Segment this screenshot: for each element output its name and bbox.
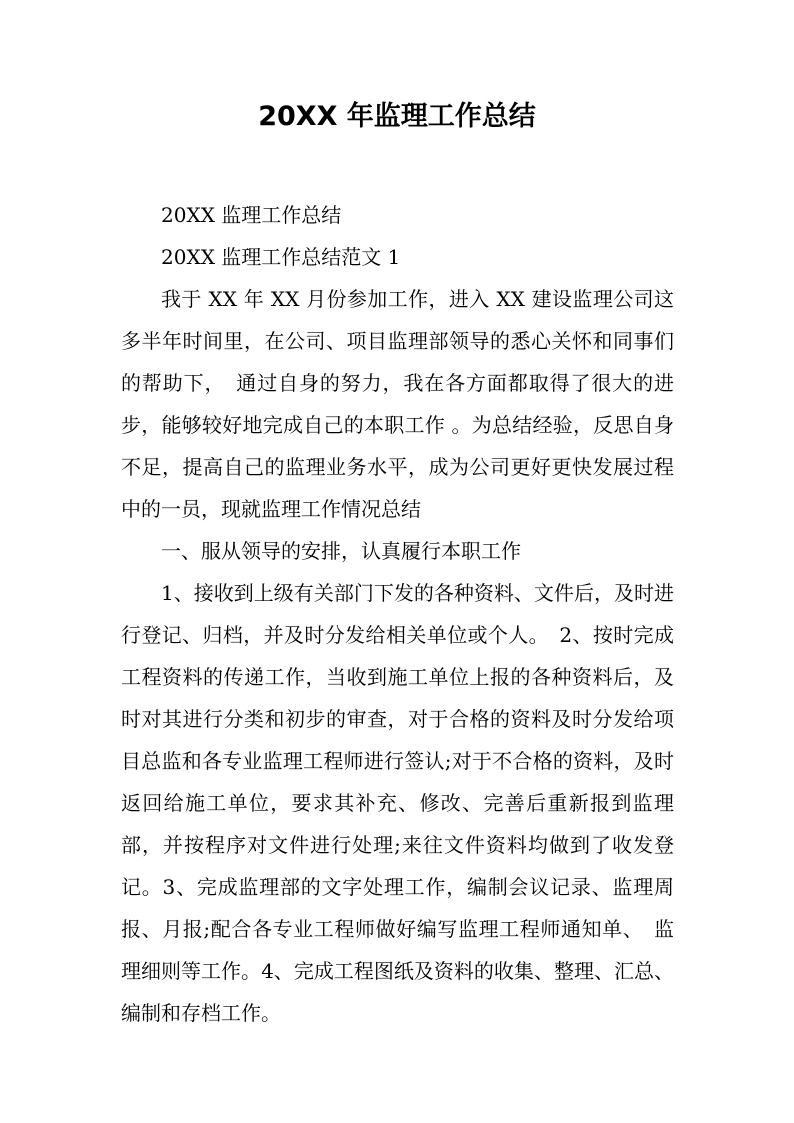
paragraph-duties: 1、接收到上级有关部门下发的各种资料、文件后，及时进行登记、归档，并及时分发给相关单位或个人。 2、按时完成工程资料的传递工作，当收到施工单位上报的各种资料后，及时对其进行分类和初步的审查，对于合格的资料及时分发给项目总监和各专业监理工程师进行签认;对于不合格的资料，及时返回给施工单位，要求其补充、修改、完善后重新报到监理部，并按程序对文件进行处理;来往文件资料均做到了收发登记。3、完成监理部的文字处理工作，编制会议记录、监理周报、月报;配合各专业工程师做好编写监理工程师通知单、 监理细则等工作。4、完成工程图纸及资料的收集、整理、汇总、编制和存档工作。 [121,581,674,1025]
section-heading: 一、服从领导的安排，认真履行本职工作 [161,539,521,563]
paragraph-intro: 我于 XX 年 XX 月份参加工作，进入 XX 建设监理公司这多半年时间里，在公司、项目监理部领导的悉心关怀和同事们的帮助下， 通过自身的努力，我在各方面都取得了很大的进步，能够较好地完成自己的本职工作 。为总结经验，反思自身不足，提高自己的监理业务水平，成为公司更好更快发展过程中的一员，现就监理工作情况总结 [121,287,674,521]
document-body [121,194,674,1034]
paragraph-heading: 20XX 监理工作总结 [161,203,342,227]
document-title: 20XX 年监理工作总结 [258,101,536,132]
paragraph-subheading: 20XX 监理工作总结范文 1 [161,245,401,269]
